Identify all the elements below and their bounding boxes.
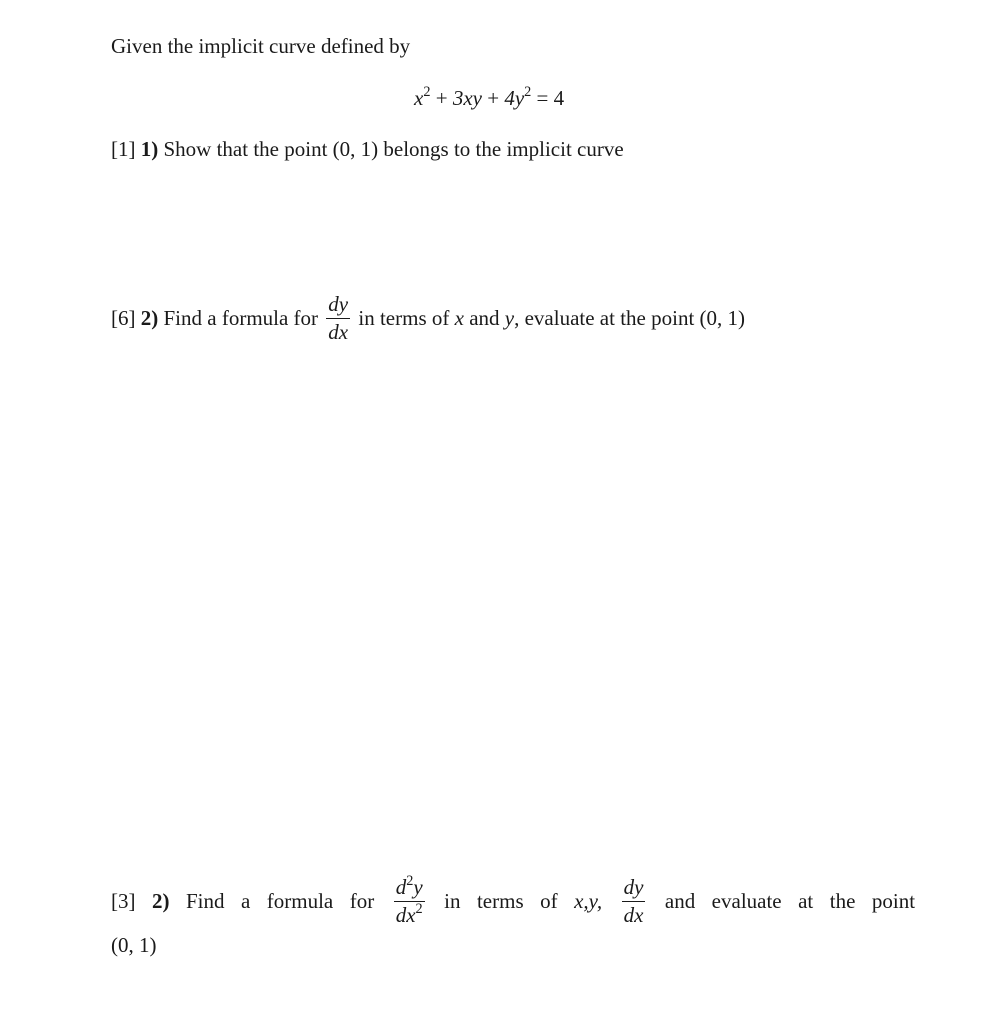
q3-text-2: and evaluate at the point bbox=[664, 888, 916, 913]
q2-var-y: y bbox=[504, 305, 515, 330]
eq-term-2: 3xy bbox=[452, 86, 482, 110]
q3-d2y-dx2-fraction bbox=[394, 875, 425, 927]
q3-frac1-den-base: dx bbox=[395, 903, 416, 928]
eq-op-1: + bbox=[435, 86, 448, 110]
eq-equals: = bbox=[536, 86, 549, 110]
q3-frac2-den: dx bbox=[623, 903, 644, 928]
eq-term-3: 4y bbox=[504, 86, 525, 110]
q1-marks: [1] bbox=[111, 137, 136, 161]
q2-text-1: in terms of bbox=[358, 305, 450, 330]
q2-text-3: , evaluate at the point (0, 1) bbox=[514, 305, 746, 330]
q3-frac1-den-exp: 2 bbox=[415, 901, 423, 918]
q2-var-x: x bbox=[454, 305, 464, 330]
q2-dy-dx-fraction bbox=[326, 292, 350, 344]
q2-frac-num: dy bbox=[326, 292, 350, 319]
q3-frac1-num-var: y bbox=[413, 875, 423, 899]
q3-number: 2) bbox=[151, 888, 170, 913]
q2-frac-den: dx bbox=[328, 320, 349, 345]
eq-exp-3: 2 bbox=[524, 84, 532, 101]
q2-marks: [6] bbox=[111, 305, 136, 330]
q3-text-1: in terms of bbox=[444, 888, 558, 913]
curve-equation bbox=[414, 84, 565, 110]
q3-frac1-num-base: d bbox=[395, 875, 407, 899]
question-1 bbox=[111, 139, 624, 160]
q3-frac2-num: dy bbox=[622, 875, 646, 902]
intro-text: Given the implicit curve defined by bbox=[111, 34, 411, 58]
eq-op-2: + bbox=[487, 86, 500, 110]
q2-prefix: Find a formula for bbox=[163, 305, 319, 330]
q3-frac1-num bbox=[394, 875, 425, 902]
eq-exp-1: 2 bbox=[423, 84, 431, 101]
q3-dy-dx-fraction bbox=[622, 875, 646, 927]
q1-text: Show that the point (0, 1) belongs to the implicit curve bbox=[163, 137, 624, 161]
q3-marks: [3] bbox=[111, 888, 136, 913]
q3-vars: x,y, bbox=[574, 888, 603, 913]
q3-prefix: Find a formula for bbox=[185, 888, 375, 913]
q2-number: 2) bbox=[140, 305, 159, 330]
q3-frac1-num-exp: 2 bbox=[406, 873, 414, 890]
question-3 bbox=[111, 873, 916, 929]
eq-rhs: 4 bbox=[553, 86, 565, 110]
q2-text-2: and bbox=[469, 305, 500, 330]
q3-continuation: (0, 1) bbox=[111, 933, 157, 957]
eq-term-1: x bbox=[414, 86, 424, 110]
question-2 bbox=[111, 294, 745, 346]
q1-number: 1) bbox=[140, 137, 159, 161]
q3-frac1-den bbox=[394, 902, 425, 927]
